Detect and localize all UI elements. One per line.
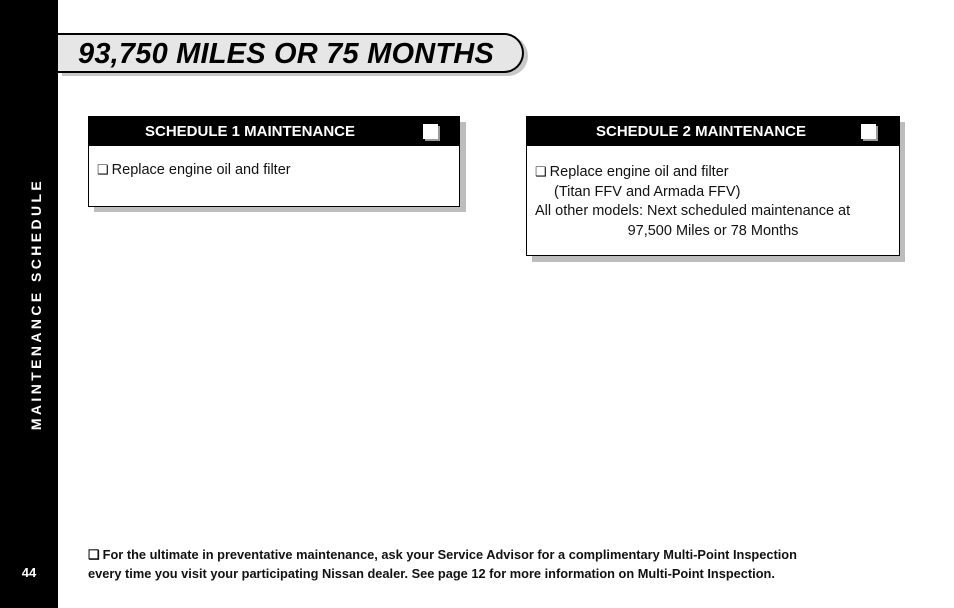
checkbox-icon: ❑ <box>535 164 547 179</box>
schedule2-card <box>526 116 900 256</box>
page-number: 44 <box>21 565 37 580</box>
footer-line-1: For the ultimate in preventative maintenance, ask your Service Advisor for a complimentary Multi-Point Inspection <box>102 547 797 562</box>
schedule2-title: SCHEDULE 2 MAINTENANCE <box>596 123 807 140</box>
sidebar <box>0 0 58 608</box>
item-note: (Titan FFV and Armada FFV) <box>554 183 741 200</box>
next-maintenance-text: 97,500 Miles or 78 Months <box>627 222 799 239</box>
checkbox-icon: ❑ <box>88 547 100 562</box>
schedule1-card <box>88 116 460 207</box>
footer-line-2: every time you visit your participating Nissan dealer. See page 12 for more information on Multi-Point Inspection. <box>88 565 775 581</box>
schedule2-header <box>527 117 899 146</box>
schedule1-title: SCHEDULE 1 MAINTENANCE <box>145 123 356 140</box>
footer-note <box>88 546 938 583</box>
schedule2-body <box>527 146 899 241</box>
list-item: ❑ Replace engine oil and filter <box>97 162 291 178</box>
schedule1-header <box>89 117 459 146</box>
other-models-text: All other models: Next scheduled maintenance at <box>535 203 851 219</box>
checkbox-icon <box>423 124 438 139</box>
page-title: 93,750 MILES OR 75 MONTHS <box>78 38 494 70</box>
list-item: ❑ Replace engine oil and filter <box>535 164 729 180</box>
section-label: MAINTENANCE SCHEDULE <box>28 177 44 431</box>
schedule1-body <box>89 146 459 181</box>
checkbox-icon: ❑ <box>97 162 109 177</box>
checkbox-icon <box>861 124 876 139</box>
